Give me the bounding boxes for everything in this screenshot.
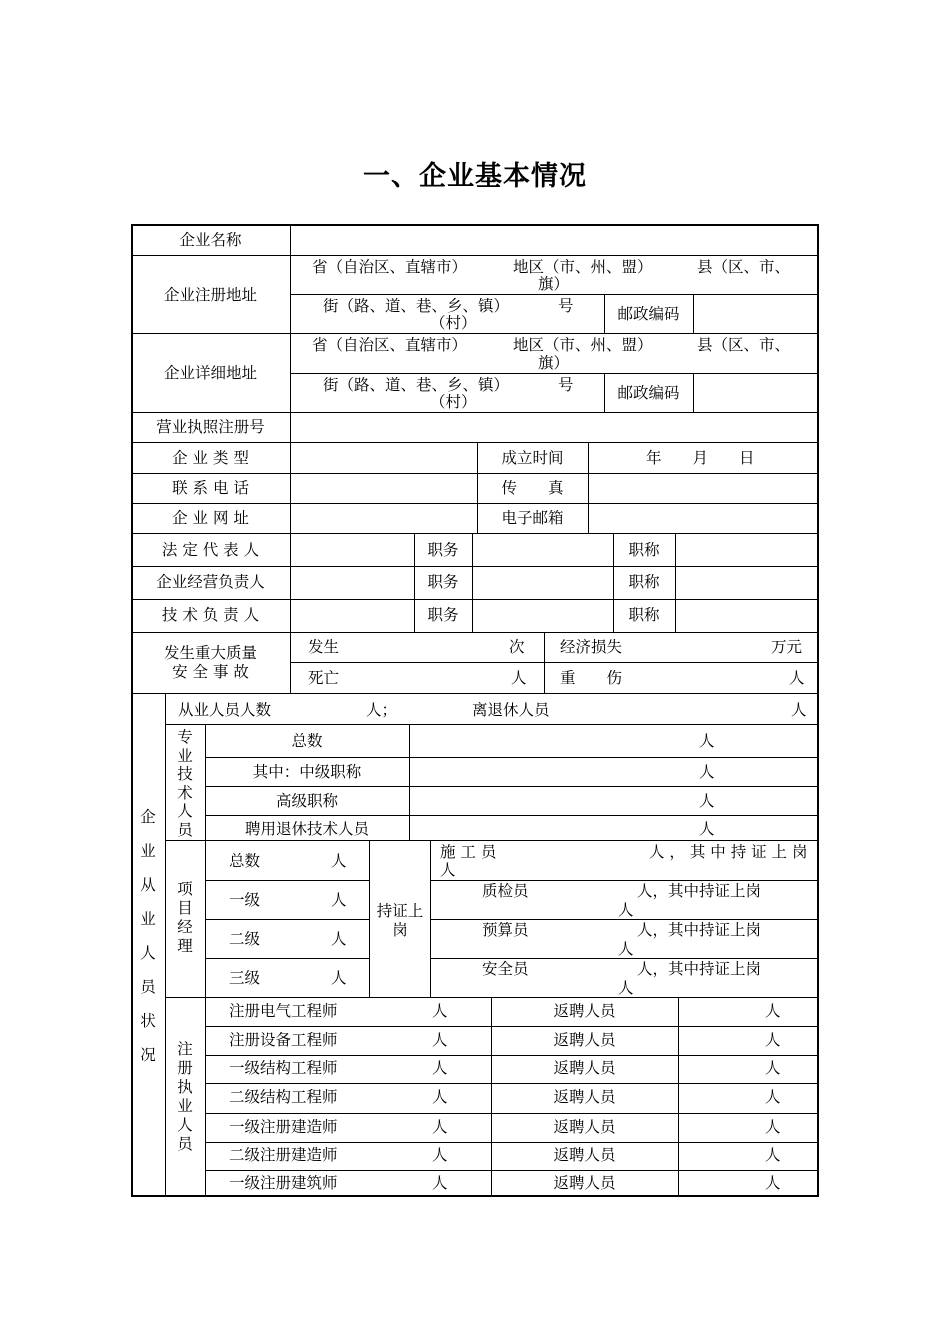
unit-person: 人 [331,930,347,948]
pm-row-label: 一级 [229,891,261,909]
pro-row-label: 高级职称 [275,792,338,810]
addr-province: 省（自治区、直辖市） [312,258,468,276]
label-rehired: 返聘人员 [553,1174,616,1192]
cert-row-label: 质检员 [482,882,529,900]
unit-person: 人 [618,901,634,919]
unit-person: 人 [699,792,715,810]
row-line [165,724,819,725]
label-rehired: 返聘人员 [553,1002,616,1020]
col-line [693,373,694,412]
label-accident-line2: 安 全 事 故 [172,663,249,681]
date-placeholder: 年 月 日 [646,449,755,467]
unit-person: 人 [699,732,715,750]
cert-row-suffix: 人 ， 其 中 持 证 上 岗 [649,843,808,861]
pro-row-label: 其中：中级职称 [252,763,362,781]
row-line [131,503,819,504]
row-line [131,255,819,256]
registered-side-label: 注册执业人员 [177,1040,193,1153]
row-line [131,632,819,633]
unit-person: 人 [765,1031,781,1049]
unit-person: 人 [765,1002,781,1020]
unit-person: 人 [432,1031,448,1049]
reg-row-label: 一级注册建筑师 [229,1174,338,1192]
unit-person: 人 [331,969,347,987]
label-business-manager: 企业经营负责人 [156,573,265,591]
unit-person: 人 [791,701,807,719]
unit-person: 人 [765,1146,781,1164]
addr-number: 号 [558,297,574,315]
label-postcode: 邮政编码 [617,384,680,402]
col-line [472,533,473,632]
row-line [205,919,369,920]
addr-region: 地区（市、州、盟） [513,336,653,354]
col-line [678,997,679,1197]
pm-side-label: 项目经理 [177,880,193,955]
addr-village: （村） [430,393,477,411]
row-line [131,533,819,534]
unit-person: 人 [432,1002,448,1020]
unit-person: 人 [789,669,805,687]
pm-row-label: 三级 [229,969,261,987]
label-rehired: 返聘人员 [553,1031,616,1049]
row-line [430,880,819,881]
row-line [205,757,819,758]
addr-county: 县（区、市、 [697,258,791,276]
unit-person: 人 [765,1088,781,1106]
row-line [205,880,369,881]
label-deaths: 死亡 [308,669,340,687]
cert-row-label: 施 工 员 [440,843,497,861]
row-line [205,786,819,787]
unit-person: 人 [432,1088,448,1106]
unit-person: 人 [699,763,715,781]
reg-row-label: 一级结构工程师 [229,1059,338,1077]
label-accident-line1: 发生重大质量 [163,644,257,662]
unit-person: 人 [618,940,634,958]
label-detailed-address: 企业详细地址 [163,364,257,382]
row-line [205,1113,819,1114]
row-line [290,662,819,663]
unit-times: 次 [509,638,525,656]
label-founded: 成立时间 [501,449,564,467]
addr-province: 省（自治区、直辖市） [312,336,468,354]
addr-banner: 旗） [538,354,570,372]
label-email: 电子邮箱 [501,509,564,527]
unit-person: 人 [765,1174,781,1192]
row-line [131,566,819,567]
reg-row-label: 注册设备工程师 [229,1031,338,1049]
staff-side-label: 企业从业人员状况 [140,808,156,1064]
row-line [131,473,819,474]
row-line [165,840,819,841]
label-total-staff: 从业人员人数 [178,701,272,719]
label-website: 企 业 网 址 [172,509,249,527]
unit-person: 人 [765,1059,781,1077]
addr-street: 街（路、道、巷、乡、镇） [323,376,510,394]
pm-row-label: 总数 [229,852,261,870]
label-rehired: 返聘人员 [553,1059,616,1077]
unit-person: 人 [618,979,634,997]
col-line [165,693,166,1197]
addr-village: （村） [430,314,477,332]
reg-row-label: 二级注册建造师 [229,1146,338,1164]
row-line [205,815,819,816]
cert-row-suffix: 人，其中持证上岗 [637,921,762,939]
row-line [290,294,819,295]
label-occurrences: 发生 [308,638,340,656]
pro-row-label: 聘用退休技术人员 [244,820,369,838]
unit-person: 人 [331,852,347,870]
label-certified-on-duty: 持证上岗 [376,902,424,939]
col-line [369,840,370,997]
label-title-rank: 职称 [628,573,660,591]
label-phone: 联 系 电 话 [172,479,249,497]
label-rehired: 返聘人员 [553,1146,616,1164]
label-economic-loss: 经济损失 [560,638,623,656]
addr-county: 县（区、市、 [697,336,791,354]
label-position: 职务 [427,573,459,591]
col-line [693,294,694,333]
cert-row-suffix: 人，其中持证上岗 [637,960,762,978]
label-title-rank: 职称 [628,606,660,624]
cert-row-label: 安全员 [482,960,529,978]
reg-row-label: 二级结构工程师 [229,1088,338,1106]
row-line [205,1170,819,1171]
col-line [544,632,545,693]
row-line [131,442,819,443]
addr-number: 号 [558,376,574,394]
row-line [131,599,819,600]
unit-person: 人 [432,1059,448,1077]
label-company-name: 企业名称 [179,231,242,249]
pm-row-label: 二级 [229,930,261,948]
reg-row-label: 一级注册建造师 [229,1118,338,1136]
label-position: 职务 [427,541,459,559]
addr-banner: 旗） [538,275,570,293]
unit-person: 人 [765,1118,781,1136]
label-rehired: 返聘人员 [553,1118,616,1136]
unit-person: 人 [699,820,715,838]
label-business-license: 营业执照注册号 [156,418,265,436]
col-line [430,840,431,997]
addr-region: 地区（市、州、盟） [513,258,653,276]
row-line [290,373,819,374]
page-title: 一、企业基本情况 [363,161,587,192]
unit-person: 人 [511,669,527,687]
pro-tech-side-label: 专业技术人员 [177,728,193,839]
label-company-type: 企 业 类 型 [172,449,249,467]
label-rehired: 返聘人员 [553,1088,616,1106]
unit-person: 人 [331,891,347,909]
row-line [205,1083,819,1084]
unit-person: 人 [440,861,456,879]
label-fax: 传 真 [501,479,564,497]
row-line [205,958,369,959]
col-line [290,224,291,693]
row-line [205,1142,819,1143]
unit-person: 人 [432,1174,448,1192]
label-legal-rep: 法 定 代 表 人 [161,541,260,559]
row-line [131,693,819,694]
pro-row-label: 总数 [291,732,323,750]
reg-row-label: 注册电气工程师 [229,1002,338,1020]
col-line [409,724,410,840]
row-line [205,1055,819,1056]
row-line [205,1026,819,1027]
label-position: 职务 [427,606,459,624]
unit-person-semicolon: 人； [366,701,398,719]
col-line [675,533,676,632]
cert-row-suffix: 人，其中持证上岗 [637,882,762,900]
addr-street: 街（路、道、巷、乡、镇） [323,297,510,315]
row-line [131,412,819,413]
unit-person: 人 [432,1146,448,1164]
label-registered-address: 企业注册地址 [163,286,257,304]
label-postcode: 邮政编码 [617,305,680,323]
label-retired-staff: 离退休人员 [472,701,550,719]
unit-person: 人 [432,1118,448,1136]
label-tech-lead: 技 术 负 责 人 [161,606,260,624]
label-title-rank: 职称 [628,541,660,559]
unit-wan-yuan: 万元 [771,638,803,656]
cert-row-label: 预算员 [482,921,529,939]
label-serious-injury: 重 伤 [560,669,623,687]
row-line [131,333,819,334]
row-line [165,997,819,998]
col-line [588,442,589,533]
